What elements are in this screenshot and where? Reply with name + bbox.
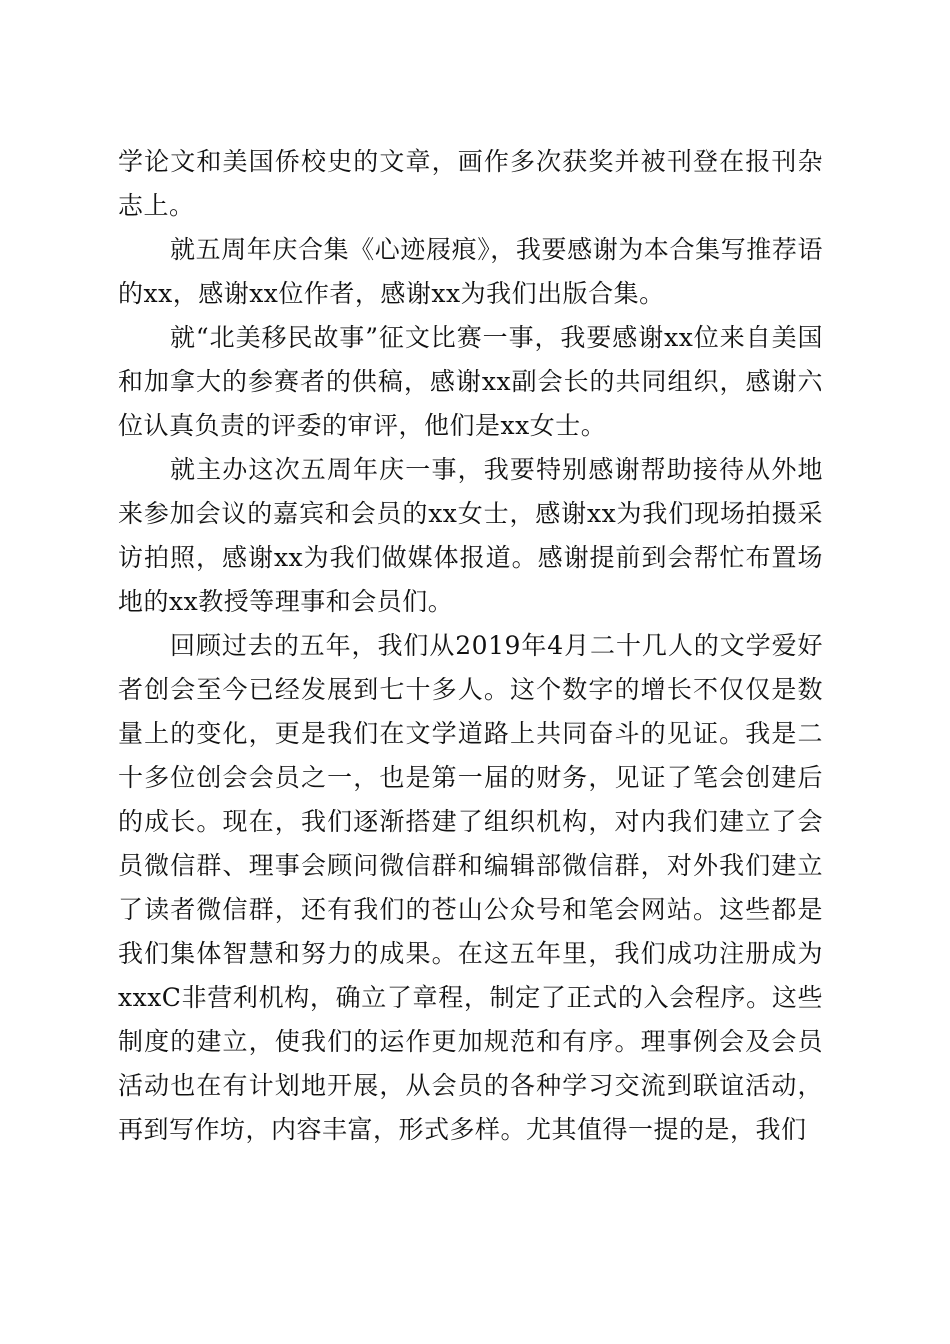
document-body <box>118 140 823 1152</box>
paragraph-essay-contest-thanks: 就“北美移民故事”征文比赛一事，我要感谢xx位来自美国和加拿大的参赛者的供稿，感谢xx副会长的共同组织，感谢六位认真负责的评委的审评，他们是xx女士。 <box>118 323 823 440</box>
paragraph-five-year-review: 回顾过去的五年，我们从2019年4月二十几人的文学爱好者创会至今已经发展到七十多人。这个数字的增长不仅仅是数量上的变化，更是我们在文学道路上共同奋斗的见证。我是二十多位创会会员之一，也是第一届的财务，见证了笔会创建后的成长。现在，我们逐渐搭建了组织机构，对内我们建立了会员微信群、理事会顾问微信群和编辑部微信群，对外我们建立了读者微信群，还有我们的苍山公众号和笔会网站。这些都是我们集体智慧和努力的成果。在这五年里，我们成功注册成为xxxC非营利机构，确立了章程，制定了正式的入会程序。这些制度的建立，使我们的运作更加规范和有序。理事例会及会员活动也在有计划地开展，从会员的各种学习交流到联谊活动，再到写作坊，内容丰富，形式多样。尤其值得一提的是，我们 <box>118 631 823 1144</box>
paragraph-continuation: 学论文和美国侨校史的文章，画作多次获奖并被刊登在报刊杂志上。 <box>118 147 823 220</box>
paragraph-event-hosting-thanks: 就主办这次五周年庆一事，我要特别感谢帮助接待从外地来参加会议的嘉宾和会员的xx女士，感谢xx为我们现场拍摄采访拍照，感谢xx为我们做媒体报道。感谢提前到会帮忙布置场地的xx教授等理事和会员们。 <box>118 455 823 616</box>
paragraph-anthology-thanks: 就五周年庆合集《心迹屐痕》，我要感谢为本合集写推荐语的xx，感谢xx位作者，感谢xx为我们出版合集。 <box>118 235 823 308</box>
